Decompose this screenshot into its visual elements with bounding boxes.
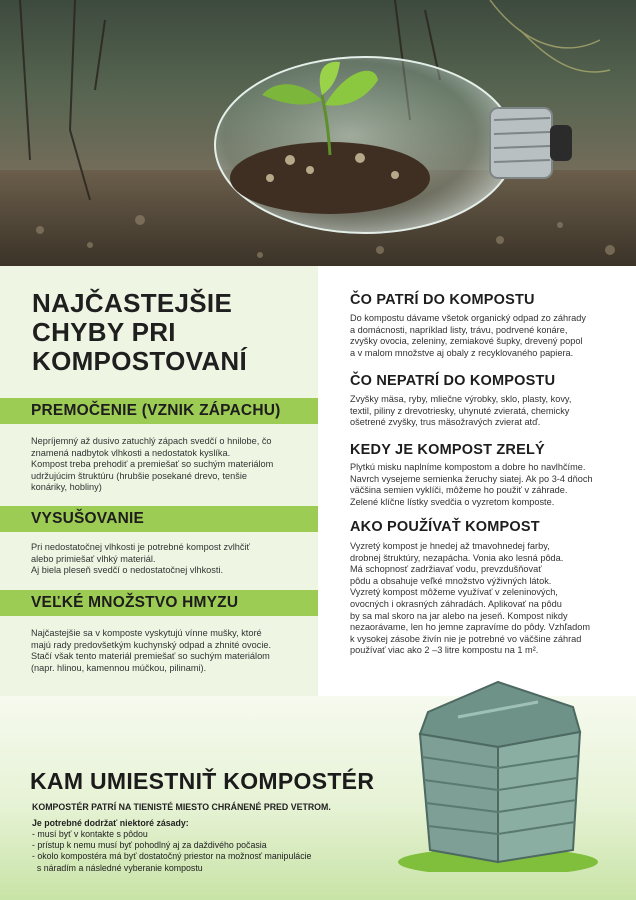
section-heading-co-nepatri: ČO NEPATRÍ DO KOMPOSTU (350, 373, 556, 389)
hero-image (0, 0, 636, 266)
text-line: Plytkú misku naplníme kompostom a dobre ho navlhčíme. (350, 462, 586, 472)
list-item: - okolo kompostéra má byť dostatočný priestor na možnosť manipulácie (32, 851, 312, 862)
section-text-vysusovanie (31, 542, 293, 577)
section-text-hmyz (31, 628, 293, 674)
section-heading-co-patri: ČO PATRÍ DO KOMPOSTU (350, 292, 535, 308)
text-line: alebo primiešať vlhký materiál. (31, 553, 156, 564)
rules-heading: Je potrebné dodržať niektoré zásady: (32, 818, 189, 828)
section-heading-ako-pouzivat: AKO POUŽÍVAŤ KOMPOST (350, 519, 540, 535)
text-line: znamená nadbytok vlhkosti a nedostatok kyslíka. (31, 447, 231, 458)
section-text-ako-pouzivat (350, 541, 606, 657)
text-line: majú rady predovšetkým kuchynský odpad a zhnité ovocie. (31, 639, 272, 650)
text-line: a v malom množstve aj obaly z recyklovaného papiera. (350, 347, 574, 358)
section-text-premocenie (31, 436, 293, 494)
text-line: ovocných i okrasných záhradách. Aplikovať na pôdu (350, 598, 562, 609)
text-line: textil, piliny z drevotriesky, uhynuté zvieratá, chemicky (350, 405, 570, 416)
list-item: - prístup k nemu musí byť pohodlný aj za daždivého počasia (32, 840, 267, 851)
text-line: Zelené klíčne lístky svedčia o vyzretom komposte. (350, 496, 555, 507)
text-line: Do kompostu dávame všetok organický odpad zo záhrady (350, 313, 586, 323)
list-item: - musí byť v kontakte s pôdou (32, 829, 148, 839)
bottom-title: KAM UMIESTNIŤ KOMPOSTÉR (30, 768, 375, 794)
section-heading-hmyz: VEĽKÉ MNOŽSTVO HMYZU (31, 594, 239, 611)
text-line: pôdu a obsahuje veľké množstvo výživných látok. (350, 575, 552, 586)
text-line: Aj biela pleseň svedčí o nedostatočnej vlhkosti. (31, 565, 224, 576)
text-line: udržujúcim štruktúru (hrubšie posekané drevo, tenšie (31, 470, 248, 481)
composter-image (398, 672, 598, 872)
text-line: ošetrené zvyšky, trus mäsožravých zvierat atď. (350, 417, 541, 428)
text-line: Vyzretý kompost je hnedej až tmavohnedej farby, (350, 541, 550, 551)
section-text-co-nepatri (350, 394, 606, 429)
main-title: NAJČASTEJŠIE CHYBY PRI KOMPOSTOVANÍ (32, 288, 247, 376)
list-item: s náradím a následné vyberanie kompostu (32, 862, 203, 873)
text-line: by sa mal skoro na jar alebo na jeseň. Kompost nikdy (350, 610, 568, 621)
section-heading-vysusovanie: VYSUŠOVANIE (31, 510, 145, 527)
text-line: Má schopnosť zadržiavať vodu, prevzdušňovať (350, 564, 542, 575)
text-line: (napr. hlinou, kamennou múčkou, pilinami). (31, 662, 207, 673)
text-line: Stačí však tento materiál premiešať so suchým materiálom (31, 651, 270, 662)
section-heading-kedy-zrely: KEDY JE KOMPOST ZRELÝ (350, 442, 545, 458)
section-heading-premocenie: PREMOČENIE (VZNIK ZÁPACHU) (31, 402, 281, 419)
text-line: drobnej štruktúry, nezapácha. Vonia ako lesná pôda. (350, 552, 564, 563)
text-line: k vysokej zásobe živín nie je potrebné vo väčšine záhrad (350, 633, 582, 644)
section-text-kedy-zrely (350, 462, 606, 508)
text-line: konáriky, hobliny) (31, 482, 102, 493)
text-line: Navrch vysejeme semienka žeruchy siatej. Ak po 3-4 dňoch (350, 473, 593, 484)
text-line: Najčastejšie sa v komposte vyskytujú vínne mušky, ktoré (31, 628, 262, 638)
text-line: a domácnosti, napríklad listy, trávu, podrvené konáre, (350, 324, 568, 335)
rules-list (32, 829, 392, 874)
text-line: nezaorávame, len ho jemne zapravíme do pôdy. Vzhľadom (350, 622, 590, 633)
text-line: Vyzretý kompost môžeme využívať v zeleninových, (350, 587, 558, 598)
text-line: používať viac ako 2 –3 litre kompostu na 1 m². (350, 645, 539, 656)
section-text-co-patri (350, 313, 606, 359)
text-line: Kompost treba prehodiť a premiešať so suchým materiálom (31, 459, 274, 470)
text-line: zvyšky ovocia, zeleniny, zemiakové šupky, drevený popol (350, 336, 583, 347)
text-line: Nepríjemný až dusivo zatuchlý zápach svedčí o hnilobe, čo (31, 436, 272, 446)
text-line: väčšina semien vyklíči, môžeme ho použiť v záhrade. (350, 485, 568, 496)
lightbulb-plant-illustration (0, 0, 636, 266)
text-line: Zvyšky mäsa, ryby, mliečne výrobky, sklo, plasty, kovy, (350, 394, 572, 404)
text-line: Pri nedostatočnej vlhkosti je potrebné kompost zvlhčiť (31, 542, 250, 552)
bottom-subtitle: KOMPOSTÉR PATRÍ NA TIENISTÉ MIESTO CHRÁNENÉ PRED VETROM. (32, 802, 331, 812)
